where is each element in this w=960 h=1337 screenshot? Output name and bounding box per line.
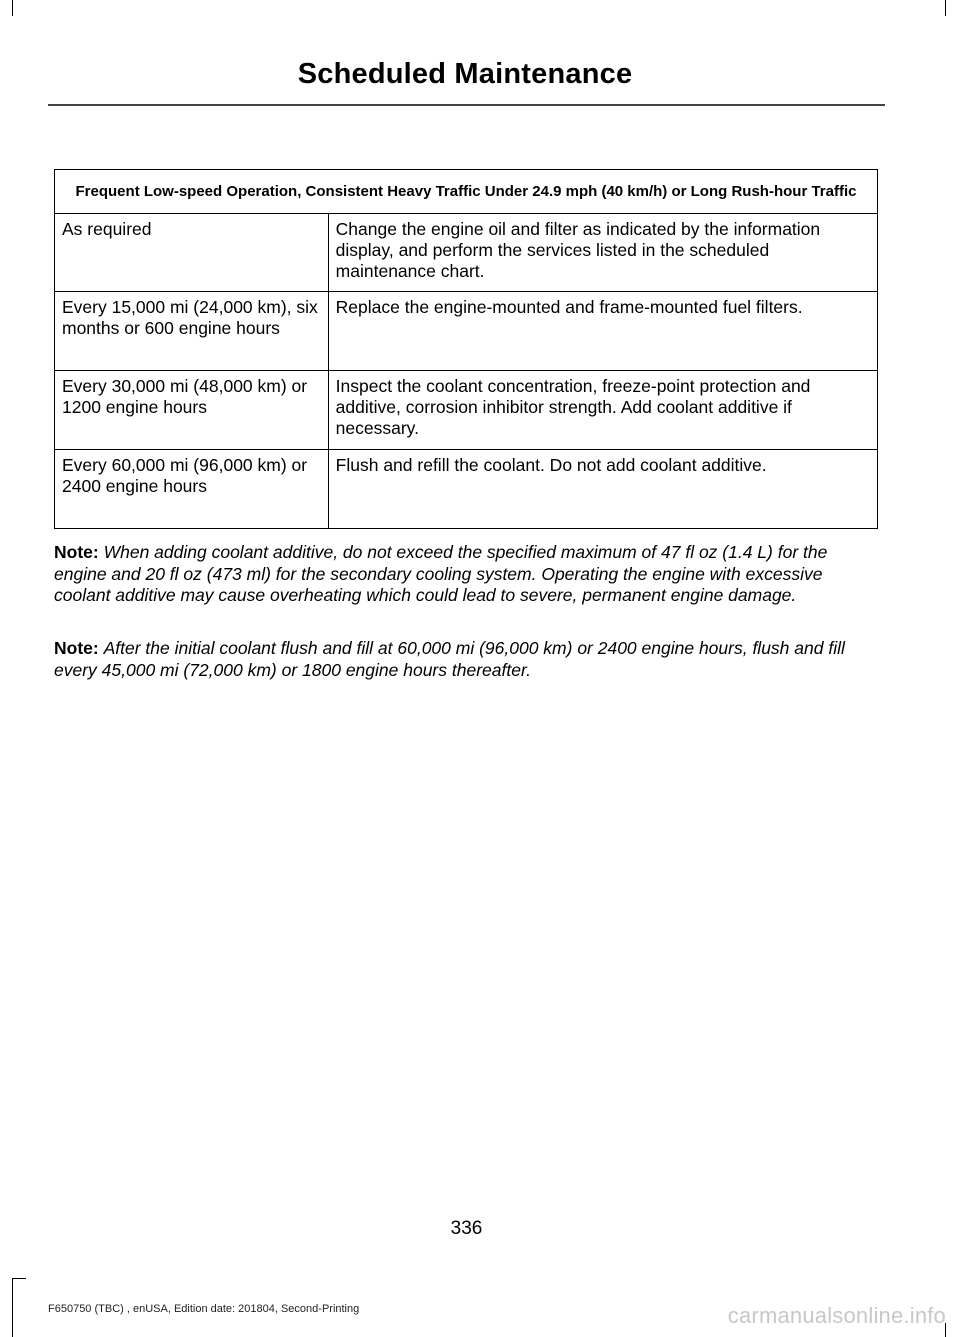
service-cell: Replace the engine-mounted and frame-mounted fuel filters. [328,292,877,371]
interval-cell: Every 60,000 mi (96,000 km) or 2400 engine hours [55,450,329,529]
table-header-row [55,170,878,214]
note-label: Note: [54,638,99,658]
table-row [55,292,878,371]
footer-edition-info: F650750 (TBC) , enUSA, Edition date: 201804, Second-Printing [48,1303,360,1315]
service-cell: Inspect the coolant concentration, freeze-point protection and additive, corrosion inhibitor strength. Add coolant additive if necessary. [328,371,877,450]
note-coolant-flush [54,638,854,681]
service-cell: Flush and refill the coolant. Do not add coolant additive. [328,450,877,529]
table-heading: Frequent Low-speed Operation, Consistent Heavy Traffic Under 24.9 mph (40 km/h) or Long Rush-hour Traffic [55,170,878,214]
table-row [55,214,878,292]
interval-cell: Every 30,000 mi (48,000 km) or 1200 engine hours [55,371,329,450]
note-label: Note: [54,542,99,562]
crop-mark-bottom-left [12,1279,13,1337]
page-title: Scheduled Maintenance [297,58,633,90]
table-row [55,371,878,450]
title-divider [48,104,885,106]
crop-mark-top-right [945,0,946,16]
interval-cell: Every 15,000 mi (24,000 km), six months or 600 engine hours [55,292,329,371]
table-row [55,450,878,529]
watermark: carmanualsonline.info [727,1303,946,1328]
maintenance-table [54,169,878,529]
service-cell: Change the engine oil and filter as indicated by the information display, and perform the services listed in the scheduled maintenance chart. [328,214,877,292]
interval-cell: As required [55,214,329,292]
note-text: When adding coolant additive, do not exceed the specified maximum of 47 fl oz (1.4 L) for the engine and 20 fl oz (473 ml) for the secondary cooling system. Operating the engine with excessive coolant additive may cause overheating which could lead to severe, permanent engine damage. [54,542,828,605]
note-coolant-additive [54,542,854,607]
note-text: After the initial coolant flush and fill at 60,000 mi (96,000 km) or 2400 engine hours, flush and fill every 45,000 mi (72,000 km) or 1800 engine hours thereafter. [54,638,845,680]
crop-mark-top-left [12,0,13,16]
page-number: 336 [450,1218,483,1239]
crop-mark-bottom-left-horizontal [12,1278,26,1279]
